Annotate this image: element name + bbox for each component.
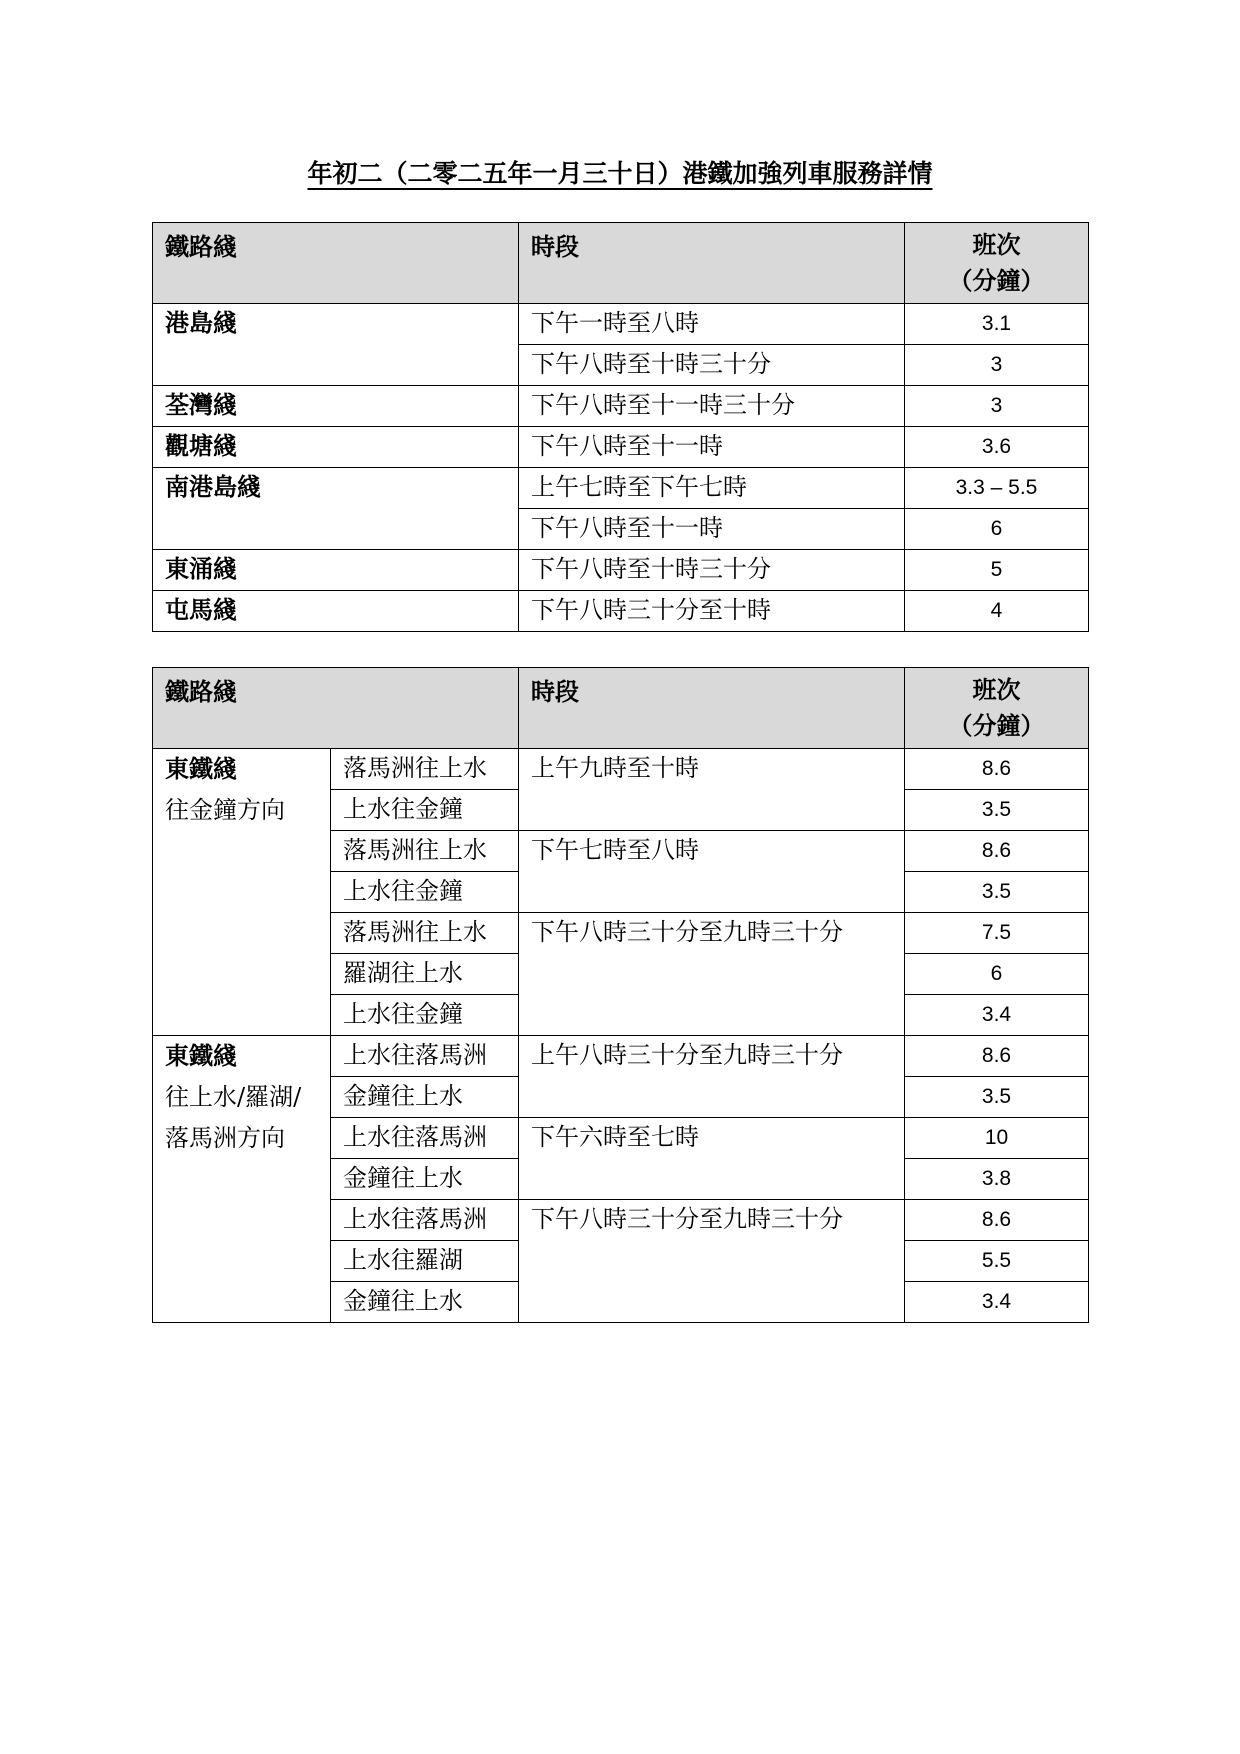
table-row bbox=[153, 427, 1089, 468]
train-interval: 3.5 bbox=[905, 790, 1089, 831]
table-row bbox=[153, 550, 1089, 591]
time-period: 下午八時三十分至九時三十分 bbox=[519, 913, 905, 1036]
table-row bbox=[153, 468, 1089, 509]
time-period: 下午六時至七時 bbox=[519, 1118, 905, 1200]
train-interval: 3.5 bbox=[905, 1077, 1089, 1118]
section-label: 落馬洲往上水 bbox=[331, 749, 519, 790]
section-label: 羅湖往上水 bbox=[331, 954, 519, 995]
direction-label: 落馬洲方向 bbox=[165, 1124, 285, 1152]
line-name: 東涌綫 bbox=[153, 550, 519, 591]
section-label: 上水往羅湖 bbox=[331, 1241, 519, 1282]
train-interval: 3 bbox=[905, 345, 1089, 386]
header-line: 鐵路綫 bbox=[153, 668, 519, 749]
table-row bbox=[153, 386, 1089, 427]
train-interval: 8.6 bbox=[905, 831, 1089, 872]
service-table-2 bbox=[152, 667, 1089, 1323]
train-interval: 3.3 – 5.5 bbox=[905, 468, 1089, 509]
train-interval: 7.5 bbox=[905, 913, 1089, 954]
train-interval: 3 bbox=[905, 386, 1089, 427]
section-label: 落馬洲往上水 bbox=[331, 831, 519, 872]
service-table-1 bbox=[152, 222, 1089, 632]
time-period: 下午八時至十時三十分 bbox=[519, 550, 905, 591]
train-interval: 3.6 bbox=[905, 427, 1089, 468]
time-period: 上午八時三十分至九時三十分 bbox=[519, 1036, 905, 1118]
header-interval: 班次 （分鐘） bbox=[905, 223, 1089, 304]
direction-label: 往上水/羅湖/ bbox=[165, 1083, 302, 1111]
train-interval: 3.4 bbox=[905, 1282, 1089, 1323]
train-interval: 8.6 bbox=[905, 1200, 1089, 1241]
section-label: 上水往落馬洲 bbox=[331, 1118, 519, 1159]
section-label: 上水往落馬洲 bbox=[331, 1200, 519, 1241]
section-label: 金鐘往上水 bbox=[331, 1077, 519, 1118]
table-row bbox=[153, 1036, 1089, 1077]
time-period: 下午八時至十時三十分 bbox=[519, 345, 905, 386]
section-label: 上水往金鐘 bbox=[331, 790, 519, 831]
section-label: 上水往落馬洲 bbox=[331, 1036, 519, 1077]
time-period: 下午八時至十一時 bbox=[519, 427, 905, 468]
table-row bbox=[153, 591, 1089, 632]
direction-label: 往金鐘方向 bbox=[165, 796, 285, 824]
train-interval: 3.8 bbox=[905, 1159, 1089, 1200]
line-name: 南港島綫 bbox=[153, 468, 519, 550]
line-name: 東鐵綫 往上水/羅湖/ 落馬洲方向 bbox=[153, 1036, 331, 1323]
section-label: 金鐘往上水 bbox=[331, 1282, 519, 1323]
section-label: 落馬洲往上水 bbox=[331, 913, 519, 954]
train-interval: 3.4 bbox=[905, 995, 1089, 1036]
time-period: 上午七時至下午七時 bbox=[519, 468, 905, 509]
time-period: 下午八時至十一時三十分 bbox=[519, 386, 905, 427]
time-period: 下午一時至八時 bbox=[519, 304, 905, 345]
line-name: 屯馬綫 bbox=[153, 591, 519, 632]
table-row bbox=[153, 749, 1089, 790]
table-header-row bbox=[153, 223, 1089, 304]
train-interval: 8.6 bbox=[905, 1036, 1089, 1077]
section-label: 上水往金鐘 bbox=[331, 872, 519, 913]
header-interval: 班次 （分鐘） bbox=[905, 668, 1089, 749]
line-name: 港島綫 bbox=[153, 304, 519, 386]
time-period: 下午八時至十一時 bbox=[519, 509, 905, 550]
train-interval: 6 bbox=[905, 954, 1089, 995]
table-header-row bbox=[153, 668, 1089, 749]
section-label: 金鐘往上水 bbox=[331, 1159, 519, 1200]
train-interval: 6 bbox=[905, 509, 1089, 550]
train-interval: 3.5 bbox=[905, 872, 1089, 913]
line-name: 荃灣綫 bbox=[153, 386, 519, 427]
train-interval: 4 bbox=[905, 591, 1089, 632]
train-interval: 5 bbox=[905, 550, 1089, 591]
section-label: 上水往金鐘 bbox=[331, 995, 519, 1036]
train-interval: 5.5 bbox=[905, 1241, 1089, 1282]
line-name: 東鐵綫 往金鐘方向 bbox=[153, 749, 331, 1036]
line-name: 觀塘綫 bbox=[153, 427, 519, 468]
time-period: 下午八時三十分至九時三十分 bbox=[519, 1200, 905, 1323]
train-interval: 8.6 bbox=[905, 749, 1089, 790]
header-period: 時段 bbox=[519, 223, 905, 304]
time-period: 上午九時至十時 bbox=[519, 749, 905, 831]
table-row bbox=[153, 304, 1089, 345]
header-period: 時段 bbox=[519, 668, 905, 749]
train-interval: 10 bbox=[905, 1118, 1089, 1159]
train-interval: 3.1 bbox=[905, 304, 1089, 345]
time-period: 下午八時三十分至十時 bbox=[519, 591, 905, 632]
page-title: 年初二（二零二五年一月三十日）港鐵加強列車服務詳情 bbox=[307, 159, 933, 188]
header-line: 鐵路綫 bbox=[153, 223, 519, 304]
time-period: 下午七時至八時 bbox=[519, 831, 905, 913]
